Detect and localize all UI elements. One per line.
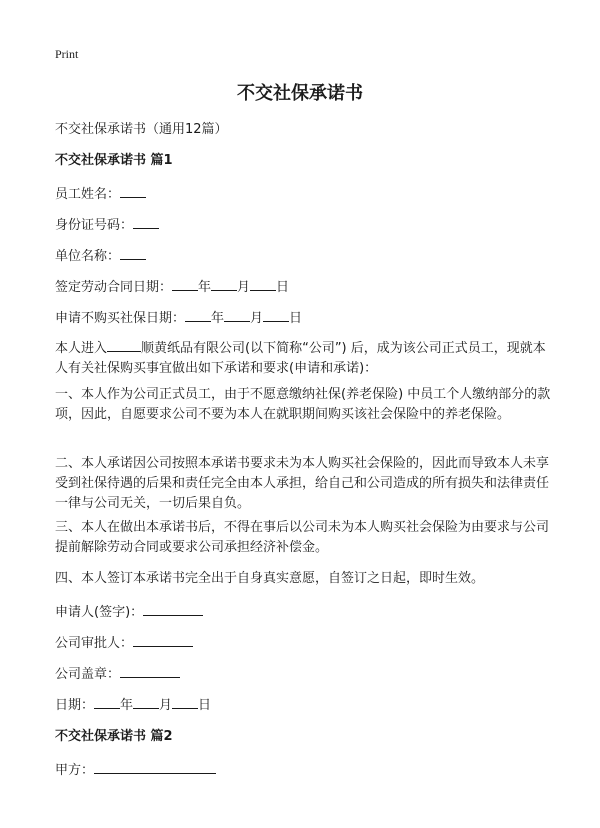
clause-1: 一、本人作为公司正式员工，由于不愿意缴纳社保(养老保险) 中员工个人缴纳部分的款项，因此，自愿要求公司不要为本人在就职期间购买该社会保险中的养老保险。 xyxy=(55,387,551,422)
company-seal-field: 公司盖章： xyxy=(55,663,555,685)
section-heading-2: 不交社保承诺书 篇2 xyxy=(55,729,173,744)
intro-paragraph: 本人进入 顺黄纸品有限公司(以下简称“公司”) 后，成为该公司正式员工，现就本人有关社保购买事宜做出如下承诺和要求(申请和承诺)： xyxy=(55,337,555,379)
clause-2: 二、本人承诺因公司按照本承诺书要求未为本人购买社会保险的，因此而导致本人未享受到社保待遇的后果和责任完全由本人承担，给自己和公司造成的所有损失和法律责任一律与公司无关，一切后果自负。 xyxy=(55,456,550,511)
section-heading-1: 不交社保承诺书 篇1 xyxy=(55,153,173,168)
applicant-signature-field: 申请人(签字)： xyxy=(55,601,555,623)
clause-4: 四、本人签订本承诺书完全出于自身真实意愿，自签订之日起，即时生效。 xyxy=(55,571,485,586)
contract-date-field: 签定劳动合同日期： 年 月 日 xyxy=(55,276,555,298)
clause-3: 三、本人在做出本承诺书后，不得在事后以公司未为本人购买社会保险为由要求与公司提前解除劳动合同或要求公司承担经济补偿金。 xyxy=(55,520,550,555)
apply-date-field: 申请不购买社保日期： 年 月 日 xyxy=(55,307,555,329)
company-approver-field: 公司审批人： xyxy=(55,632,555,654)
unit-name-field: 单位名称： xyxy=(55,245,555,267)
document-title: 不交社保承诺书 xyxy=(237,83,363,104)
employee-name-field: 员工姓名： xyxy=(55,183,555,205)
signing-date-field: 日期： 年 月 日 xyxy=(55,694,555,716)
document-subtitle: 不交社保承诺书（通用12篇） xyxy=(55,122,228,137)
print-link[interactable]: Print xyxy=(55,47,79,61)
id-number-field: 身份证号码： xyxy=(55,214,555,236)
party-a-field: 甲方： xyxy=(55,759,555,781)
